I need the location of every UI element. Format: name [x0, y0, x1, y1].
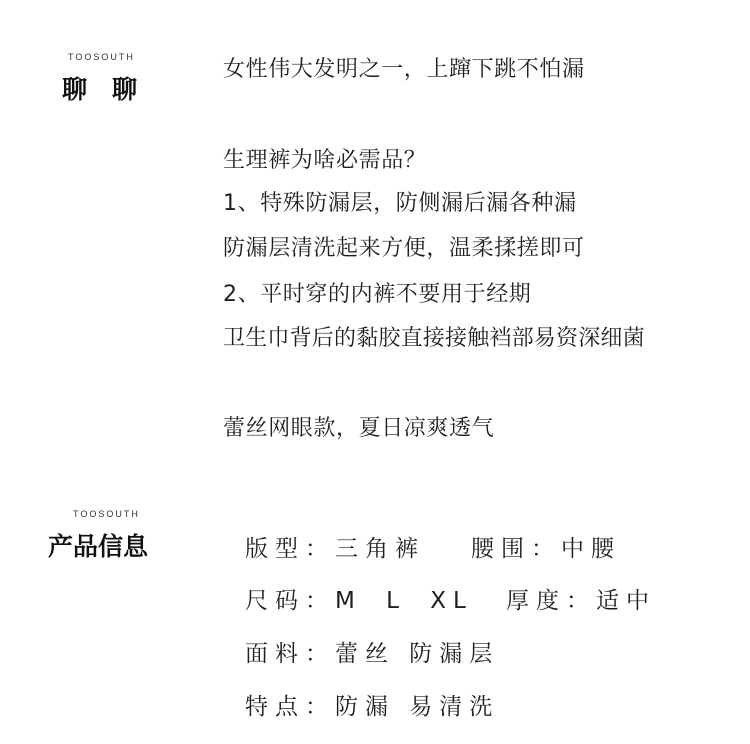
product-section-title: 产品信息 [48, 532, 149, 561]
info-row-feature [245, 688, 725, 720]
chat-section-brand: TOOSOUTH [68, 52, 135, 62]
info-size-value: 尺码：M L XL [245, 588, 473, 614]
chat-line: 卫生巾背后的黏胶直接接触裆部易资深细菌 [223, 326, 645, 351]
chat-line: 2、平时穿的内裤不要用于经期 [223, 282, 532, 307]
info-feature-value: 特点：防漏 易清洗 [245, 694, 500, 720]
info-row-fabric [245, 635, 725, 667]
chat-line: 1、特殊防漏层，防侧漏后漏各种漏 [223, 191, 577, 216]
chat-line: 生理裤为啥必需品？ [223, 148, 427, 173]
chat-line: 防漏层清洗起来方便，温柔揉搓即可 [223, 236, 585, 261]
info-style-value: 版型：三角裤 [245, 536, 425, 562]
info-row-style [245, 530, 725, 562]
info-row-size [245, 582, 725, 614]
chat-line: 蕾丝网眼款，夏日凉爽透气 [223, 416, 495, 441]
product-section-brand: TOOSOUTH [73, 509, 140, 519]
info-thickness-value: 厚度：适中 [506, 588, 656, 614]
info-waist-value: 腰围：中腰 [471, 536, 621, 562]
info-fabric-value: 面料：蕾丝 防漏层 [245, 641, 500, 667]
chat-section-title: 聊 聊 [62, 75, 138, 104]
chat-line: 女性伟大发明之一，上蹿下跳不怕漏 [223, 57, 585, 82]
